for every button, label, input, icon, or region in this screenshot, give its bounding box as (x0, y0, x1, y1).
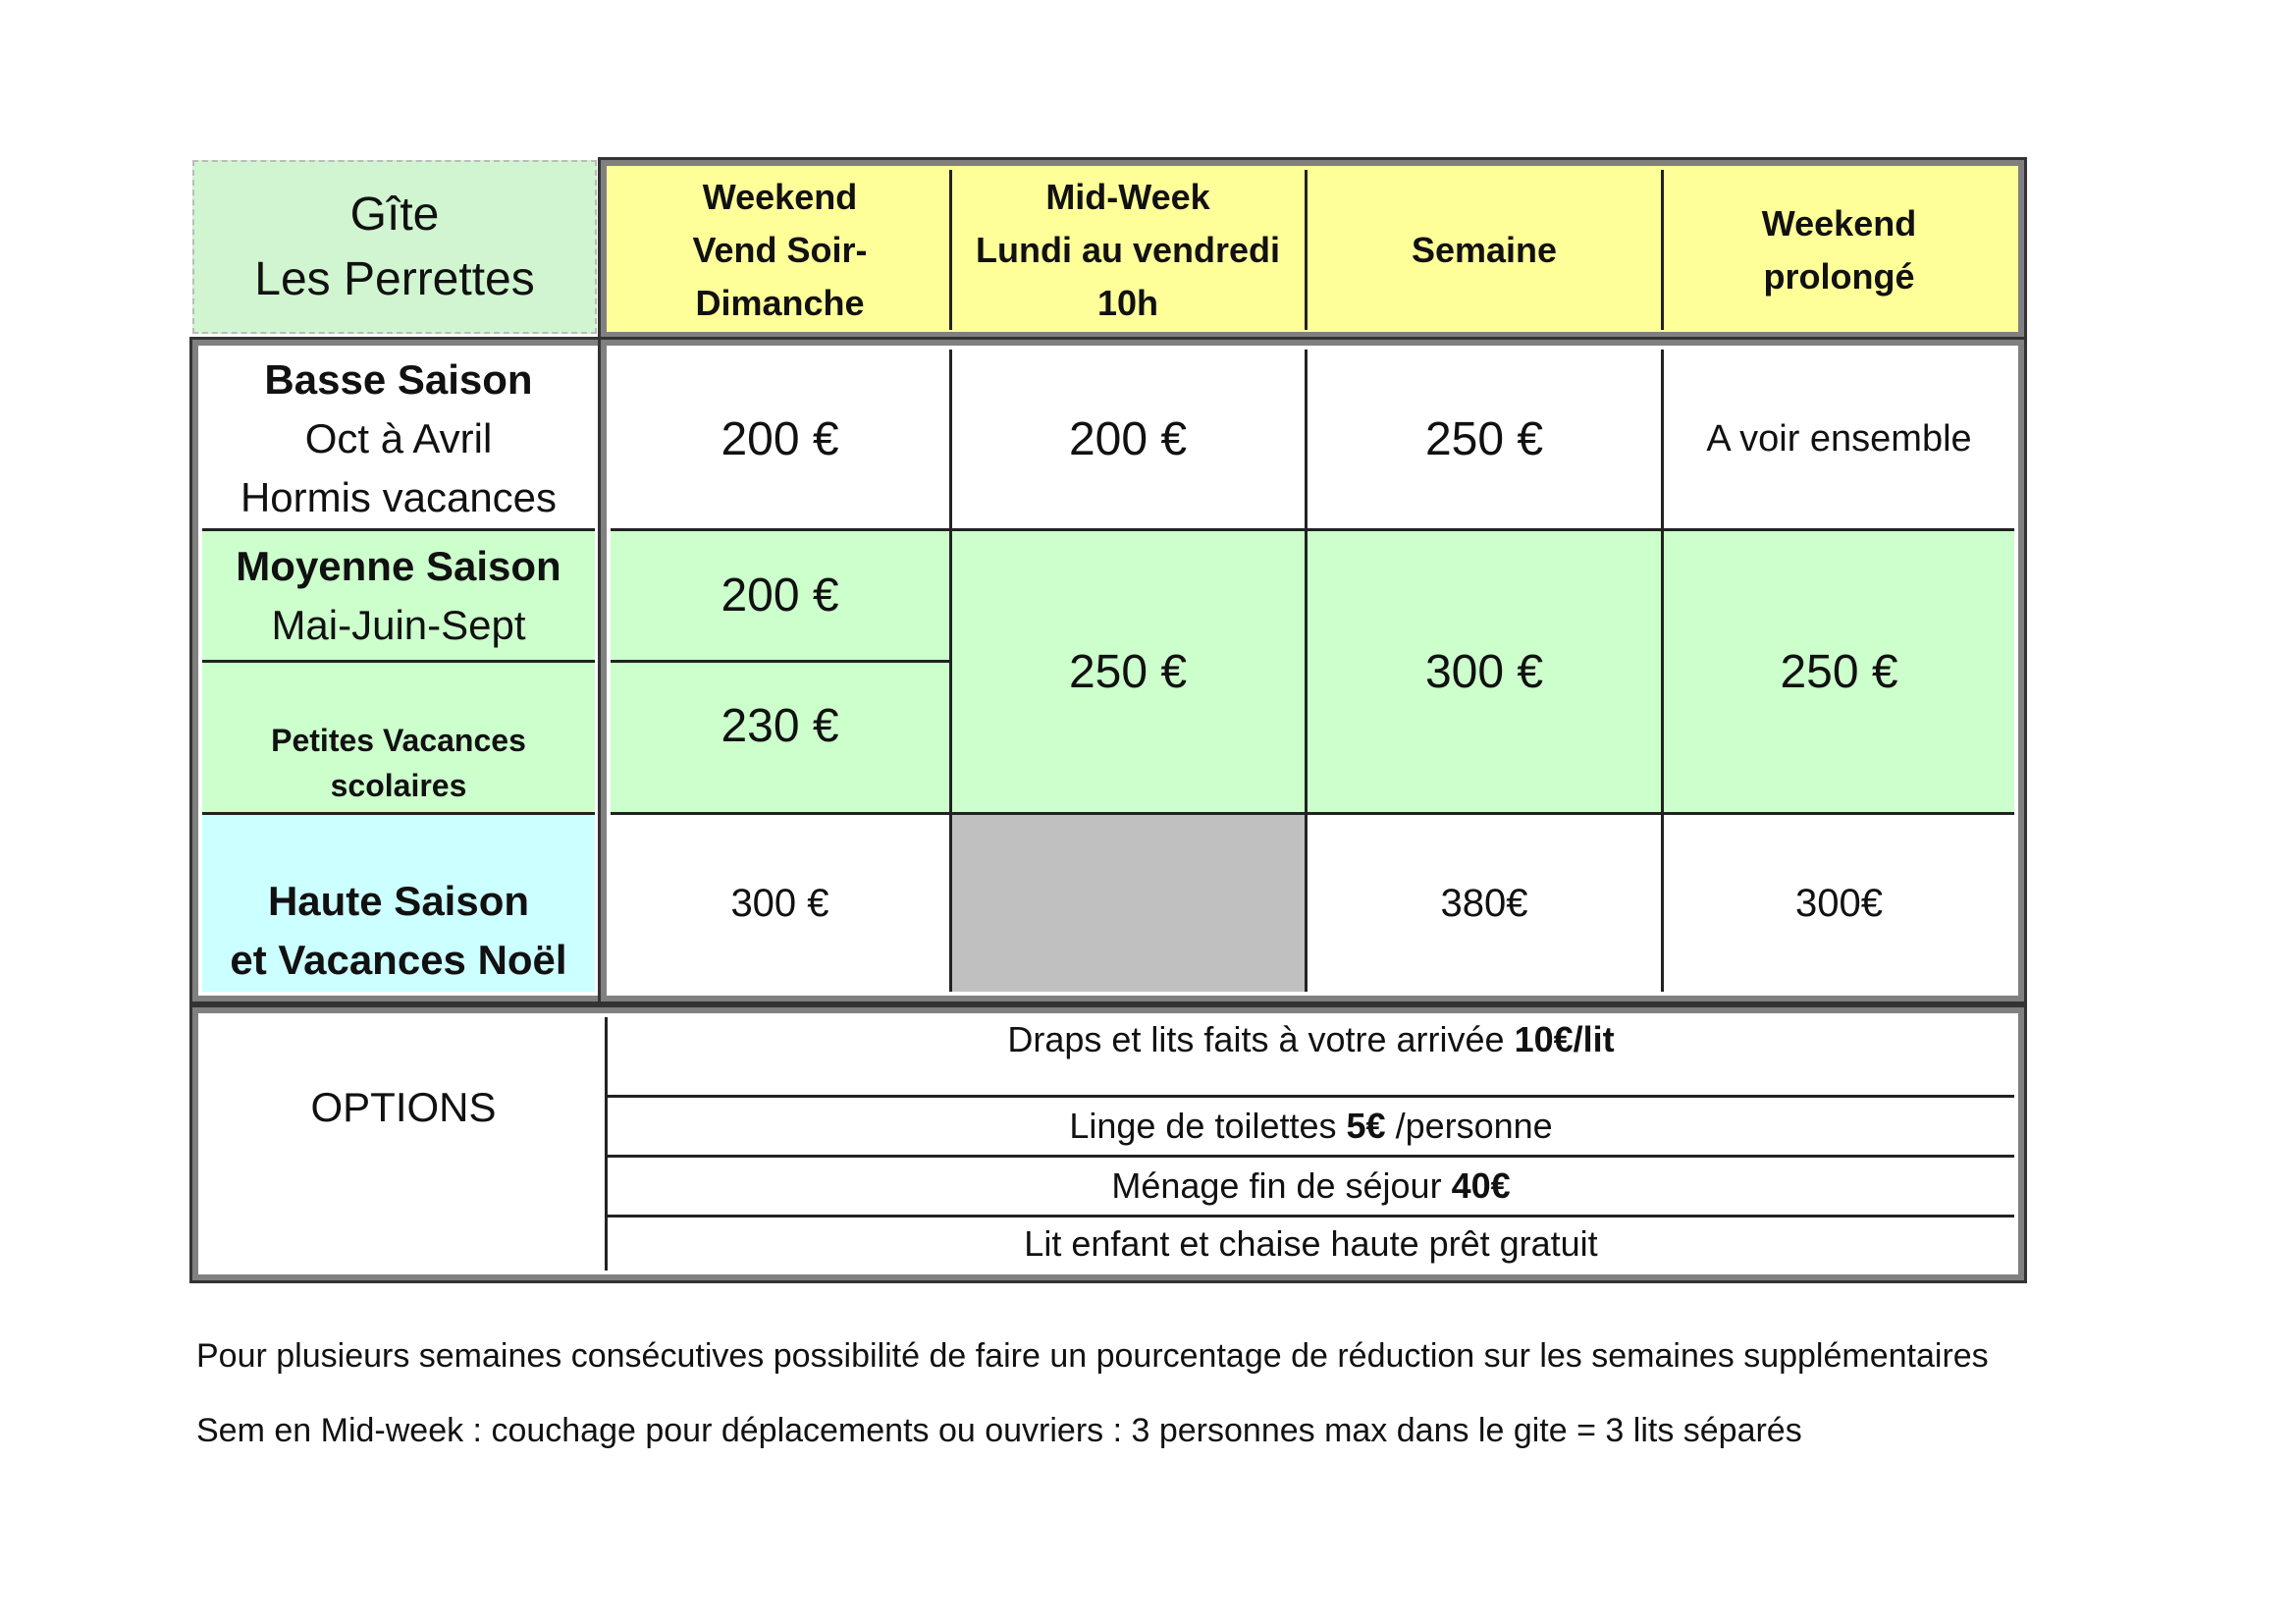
option-lit-enfant-text: Lit enfant et chaise haute prêt gratuit (1024, 1223, 1598, 1264)
row-label-basse (202, 350, 595, 528)
gite-title-line2: Les Perrettes (254, 252, 535, 305)
row-label-haute-title2: et Vacances Noël (230, 937, 567, 983)
gite-title-cell (192, 160, 597, 334)
col-header-weekend (611, 170, 949, 330)
option-draps (608, 1017, 2014, 1096)
row-label-petites-title: Petites Vacances (271, 723, 526, 758)
price-moyenne-prolonge: 250 € (1664, 531, 2014, 812)
col-header-weekend-l2: Vend Soir- (692, 229, 868, 270)
option-lit-enfant (608, 1218, 2014, 1271)
price-petites-weekend: 230 € (611, 663, 949, 812)
options-label: OPTIONS (310, 1084, 497, 1130)
row-label-basse-sub2: Hormis vacances (240, 474, 558, 520)
gite-title-line1: Gîte (349, 188, 440, 241)
option-linge-text: Linge de toilettes (1069, 1106, 1347, 1146)
row-label-haute (202, 815, 595, 992)
price-haute-semaine: 380€ (1307, 815, 1662, 992)
price-haute-weekend: 300 € (611, 815, 949, 992)
option-menage (608, 1158, 2014, 1215)
price-moyenne-weekend: 200 € (611, 531, 949, 660)
col-header-weekend-l1: Weekend (702, 176, 858, 217)
col-header-midweek-l1: Mid-Week (1045, 176, 1210, 217)
option-linge (608, 1098, 2014, 1155)
col-header-prolonge-l1: Weekend (1761, 202, 1917, 244)
col-header-midweek-l3: 10h (1096, 282, 1159, 323)
option-draps-price: 10€/lit (1514, 1019, 1615, 1059)
row-label-moyenne-title: Moyenne Saison (236, 542, 561, 589)
note-reduction: Pour plusieurs semaines consécutives possibilité de faire un pourcentage de réduction sur les semaines supplémentaires (196, 1337, 1989, 1375)
option-linge-after: /personne (1385, 1106, 1553, 1146)
col-header-midweek-l2: Lundi au vendredi (975, 229, 1281, 270)
price-moyenne-semaine: 300 € (1307, 531, 1662, 812)
col-header-semaine (1307, 170, 1662, 330)
price-haute-midweek-empty (951, 815, 1305, 992)
col-header-midweek (951, 170, 1305, 330)
option-draps-text: Draps et lits faits à votre arrivée (1007, 1019, 1515, 1059)
col-header-semaine-l1: Semaine (1411, 229, 1558, 270)
col-header-prolonge-l2: prolongé (1763, 255, 1915, 297)
price-basse-prolonge: A voir ensemble (1664, 350, 2014, 528)
col-header-weekend-l3: Dimanche (695, 282, 865, 323)
option-menage-price: 40€ (1451, 1165, 1511, 1206)
col-header-prolonge (1664, 170, 2014, 330)
row-label-petites-title2: scolaires (330, 768, 467, 803)
price-basse-weekend: 200 € (611, 350, 949, 528)
option-linge-price: 5€ (1346, 1106, 1386, 1146)
row-label-moyenne (202, 531, 595, 660)
row-label-moyenne-sub1: Mai-Juin-Sept (271, 601, 526, 648)
price-basse-semaine: 250 € (1307, 350, 1662, 528)
row-label-haute-title: Haute Saison (267, 878, 530, 924)
price-moyenne-midweek: 250 € (951, 531, 1305, 812)
price-haute-prolonge: 300€ (1664, 815, 2014, 992)
option-menage-text: Ménage fin de séjour (1111, 1165, 1452, 1206)
price-basse-midweek: 200 € (951, 350, 1305, 528)
row-label-basse-sub1: Oct à Avril (304, 415, 493, 461)
row-label-basse-title: Basse Saison (264, 356, 533, 403)
options-label-cell (202, 1017, 605, 1271)
note-midweek: Sem en Mid-week : couchage pour déplacements ou ouvriers : 3 personnes max dans le gite = 3 lits séparés (196, 1412, 1802, 1449)
row-label-petites (202, 663, 595, 812)
